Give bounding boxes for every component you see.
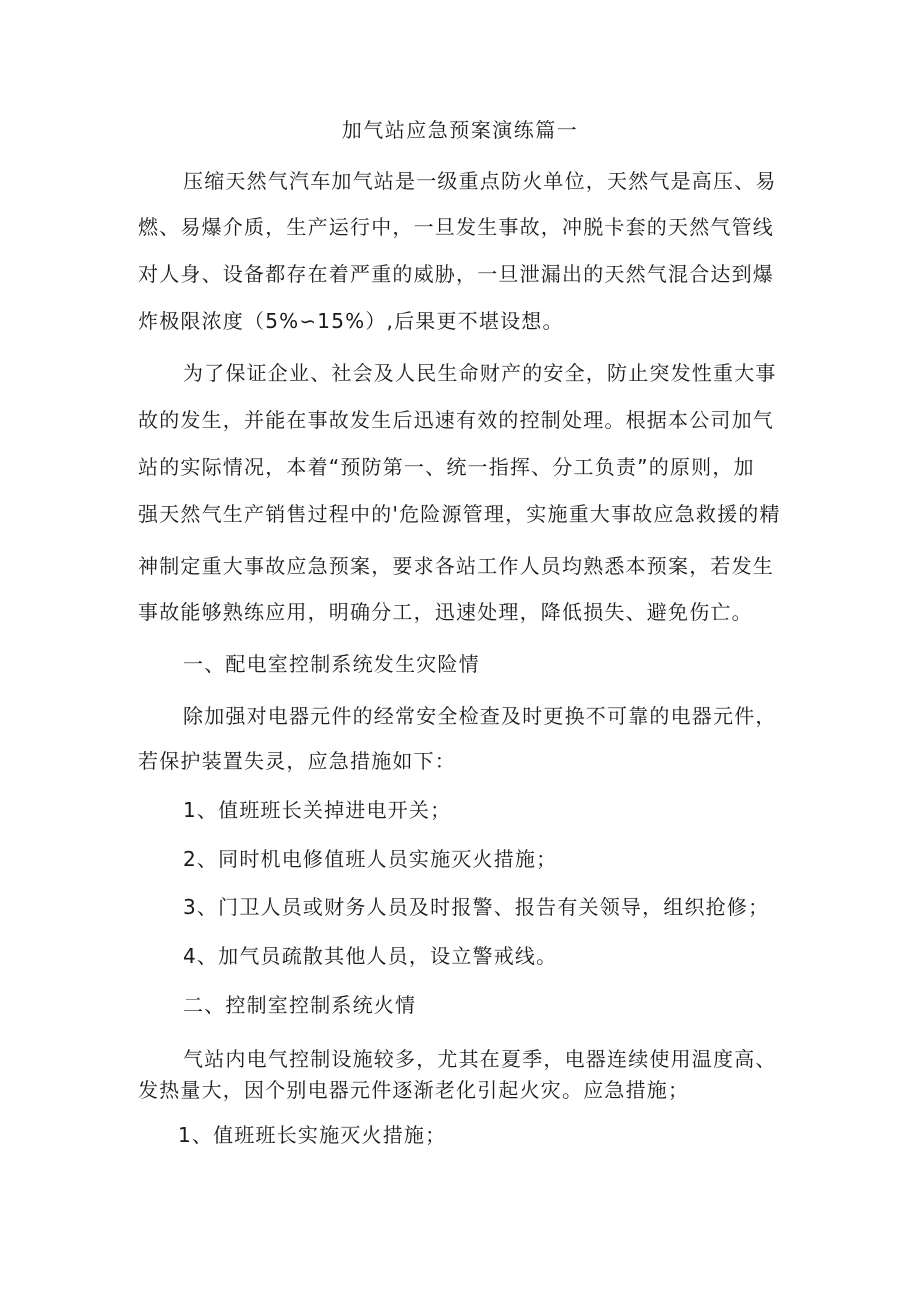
- text-line: 强天然气生产销售过程中的'危险源管理，实施重大事故应急救援的精: [138, 502, 781, 526]
- text-line: 神制定重大事故应急预案，要求各站工作人员均熟悉本预案，若发生: [138, 554, 774, 578]
- text-line: 燃、易爆介质，生产运行中，一旦发生事故，冲脱卡套的天然气管线: [138, 215, 774, 239]
- list-item: 1、值班班长关掉进电开关；: [183, 798, 452, 822]
- text-line: 发热量大，因个别电器元件逐渐老化引起火灾。应急措施；: [138, 1078, 690, 1102]
- text-line: 对人身、设备都存在着严重的威胁，一旦泄漏出的天然气混合达到爆: [138, 262, 774, 286]
- text-line: 事故能够熟练应用，明确分工，迅速处理，降低损失、避免伤亡。: [138, 600, 753, 624]
- list-item: 3、门卫人员或财务人员及时报警、报告有关领导，组织抢修；: [183, 895, 770, 919]
- list-item: 2、同时机电修值班人员实施灭火措施；: [183, 847, 558, 871]
- list-item: 4、加气员疏散其他人员，设立警戒线。: [183, 944, 558, 968]
- text-line: 除加强对电器元件的经常安全检查及时更换不可靠的电器元件，: [183, 704, 777, 728]
- text-line: 站的实际情况，本着“预防第一、统一指挥、分工负责”的原则，加: [138, 455, 755, 479]
- text-line: 若保护装置失灵，应急措施如下：: [138, 749, 456, 773]
- section-heading: 一、配电室控制系统发生灾险情: [183, 652, 480, 676]
- text-line: 压缩天然气汽车加气站是一级重点防火单位，天然气是高压、易: [183, 169, 777, 193]
- list-item: 1、值班班长实施灭火措施；: [178, 1123, 447, 1147]
- section-heading: 二、控制室控制系统火情: [183, 993, 417, 1017]
- document-title: 加气站应急预案演练篇一: [341, 118, 579, 142]
- text-line: 为了保证企业、社会及人民生命财产的安全，防止突发性重大事: [183, 361, 777, 385]
- text-line: 炸极限浓度（5%∽15%）,后果更不堪设想。: [138, 309, 564, 333]
- text-line: 气站内电气控制设施较多，尤其在夏季，电器连续使用温度高、: [183, 1047, 777, 1071]
- text-line: 故的发生，并能在事故发生后迅速有效的控制处理。根据本公司加气: [138, 408, 774, 432]
